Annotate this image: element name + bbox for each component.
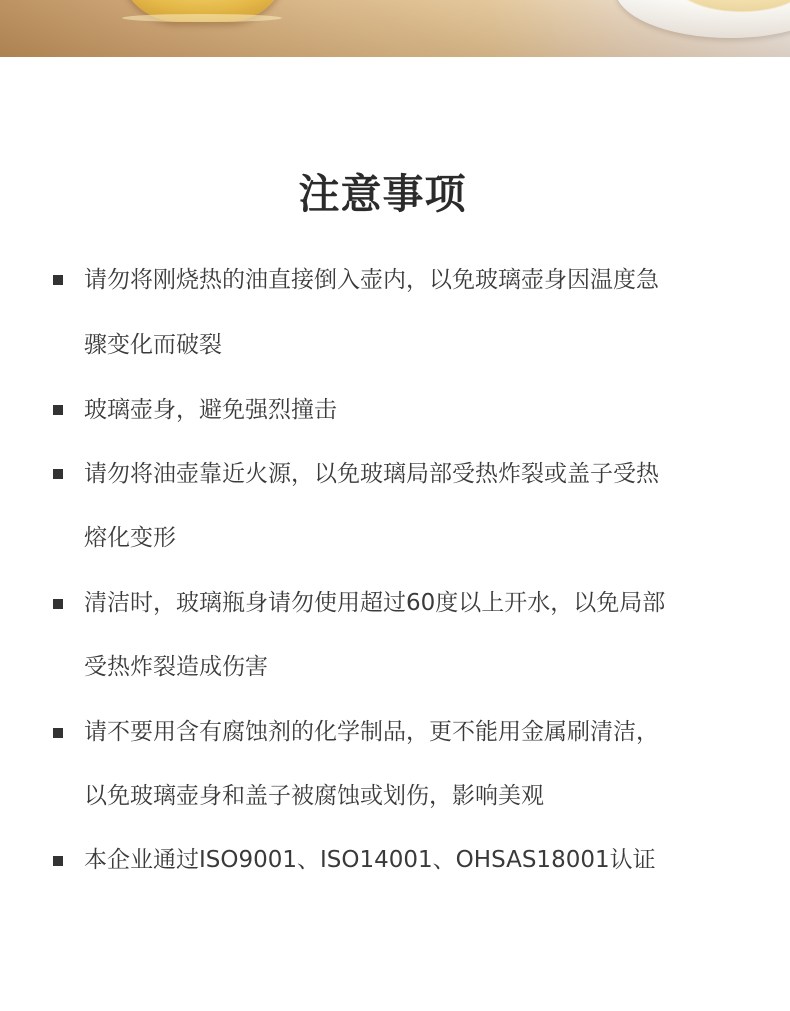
bullet-square-icon	[53, 405, 63, 415]
note-5-line-2: 以免玻璃壶身和盖子被腐蚀或划伤，影响美观	[84, 783, 544, 809]
note-3-line-2: 熔化变形	[84, 525, 176, 551]
note-4-line-1: 清洁时，玻璃瓶身请勿使用超过60度以上开水，以免局部	[84, 590, 666, 616]
note-4-line-2: 受热炸裂造成伤害	[84, 654, 268, 680]
bullet-square-icon	[53, 599, 63, 609]
note-1-line-1: 请勿将刚烧热的油直接倒入壶内，以免玻璃壶身因温度急	[84, 267, 659, 293]
note-1-line-2: 骤变化而破裂	[84, 332, 222, 358]
bullet-square-icon	[53, 728, 63, 738]
note-6-line-1: 本企业通过ISO9001、ISO14001、OHSAS18001认证	[84, 847, 656, 873]
bullet-square-icon	[53, 275, 63, 285]
bullet-square-icon	[53, 856, 63, 866]
page-title: 注意事项	[298, 170, 467, 218]
note-2-line-1: 玻璃壶身，避免强烈撞击	[84, 397, 337, 423]
table-shade	[0, 0, 790, 57]
note-3-line-1: 请勿将油壶靠近火源，以免玻璃局部受热炸裂或盖子受热	[84, 461, 659, 487]
product-photo	[0, 0, 790, 57]
bullet-square-icon	[53, 469, 63, 479]
note-5-line-1: 请不要用含有腐蚀剂的化学制品，更不能用金属刷清洁，	[84, 719, 659, 745]
